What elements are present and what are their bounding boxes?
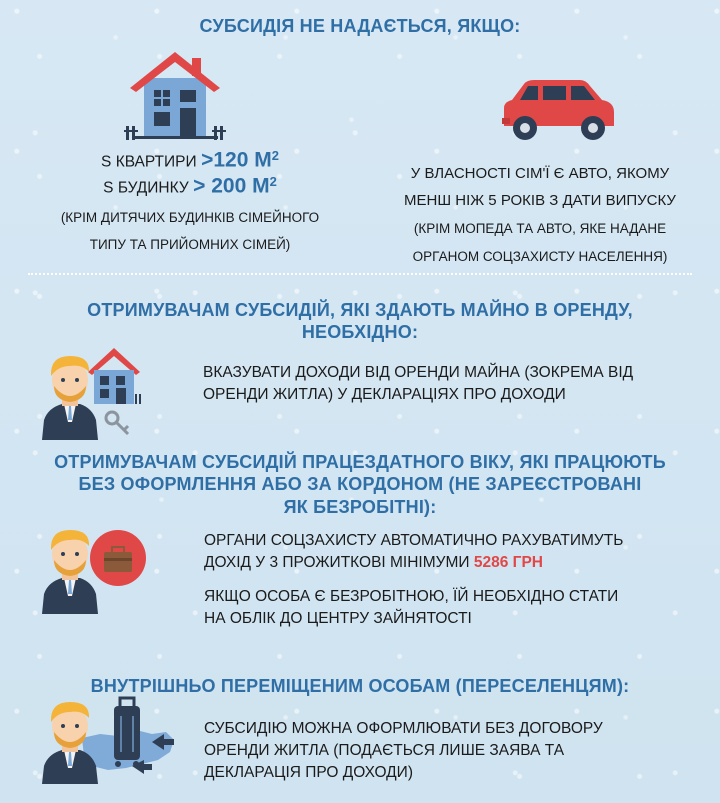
car-note-line2: ОРГАНОМ СОЦЗАХИСТУ НАСЕЛЕННЯ): [412, 249, 668, 264]
section1-heading: СУБСИДІЯ НЕ НАДАЄТЬСЯ, ЯКЩО:: [199, 16, 521, 36]
house-icon: [124, 48, 226, 144]
housing-note-line1: (КРІМ ДИТЯЧИХ БУДИНКІВ СІМЕЙНОГО: [60, 210, 320, 225]
subsistence-amount: 5286 ГРН: [473, 554, 543, 571]
car-text-line2: МЕНШ НІЖ 5 РОКІВ З ДАТИ ВИПУСКУ: [404, 192, 676, 209]
section4-text-line3: ДЕКЛАРАЦІЯ ПРО ДОХОДИ): [204, 764, 413, 781]
apartment-area: [60, 148, 320, 173]
section3-text-line2-wrap: [204, 552, 714, 574]
apartment-label: S КВАРТИРИ: [101, 153, 197, 171]
section2-heading-line2: НЕОБХІДНО:: [301, 322, 419, 342]
apartment-value: >120 М: [201, 148, 272, 172]
person-suitcase-illustration: [40, 694, 180, 784]
person-icon: [42, 356, 98, 440]
car-note-line1: (КРІМ МОПЕДА ТА АВТО, ЯКЕ НАДАНЕ: [413, 221, 667, 236]
section3-heading-line3: ЯК БЕЗРОБІТНІ):: [283, 497, 437, 517]
section3-heading-line1: ОТРИМУВАЧАМ СУБСИДІЙ ПРАЦЕЗДАТНОГО ВІКУ, ЯКІ ПРАЦЮЮТЬ: [54, 452, 666, 472]
section4-text-line2: ОРЕНДИ ЖИТЛА (ПОДАЄТЬСЯ ЛИШЕ ЗАЯВА ТА: [204, 742, 565, 759]
section-divider: [28, 273, 692, 275]
housing-note-line2: ТИПУ ТА ПРИЙОМНИХ СІМЕЙ): [89, 237, 291, 252]
briefcase-icon: [90, 530, 146, 586]
section3-text-line3: ЯКЩО ОСОБА Є БЕЗРОБІТНОЮ, ЇЙ НЕОБХІДНО СТАТИ: [204, 588, 619, 605]
section2-heading-line1: ОТРИМУВАЧАМ СУБСИДІЙ, ЯКІ ЗДАЮТЬ МАЙНО В ОРЕНДУ,: [87, 300, 633, 320]
section3-text-line2: ДОХІД У 3 ПРОЖИТКОВІ МІНІМУМИ: [204, 554, 470, 571]
house-value-sup: 2: [269, 174, 277, 189]
house-value: > 200 М: [193, 174, 270, 198]
section4-text-line1: СУБСИДІЮ МОЖНА ОФОРМЛЮВАТИ БЕЗ ДОГОВОРУ: [204, 720, 603, 737]
house-icon: [88, 348, 141, 404]
apartment-value-sup: 2: [271, 148, 279, 163]
section3-heading-line2: БЕЗ ОФОРМЛЕННЯ АБО ЗА КОРДОНОМ (НЕ ЗАРЕЄСТРОВАНІ: [78, 474, 642, 494]
car-text-line1: У ВЛАСНОСТІ СІМ'Ї Є АВТО, ЯКОМУ: [410, 165, 670, 182]
person-briefcase-illustration: [40, 518, 150, 614]
section3-text-line1: ОРГАНИ СОЦЗАХИСТУ АВТОМАТИЧНО РАХУВАТИМУТЬ: [204, 532, 624, 549]
house-area: [60, 174, 320, 199]
person-icon: [42, 530, 98, 614]
person-house-illustration: [40, 342, 144, 440]
car-icon: [498, 78, 618, 144]
section2-text-line2: ОРЕНДИ ЖИТЛА) У ДЕКЛАРАЦІЯХ ПРО ДОХОДИ: [203, 386, 566, 403]
section4-heading: ВНУТРІШНЬО ПЕРЕМІЩЕНИМ ОСОБАМ (ПЕРЕСЕЛЕНЦЯМ):: [90, 676, 630, 696]
section3-text-line4: НА ОБЛІК ДО ЦЕНТРУ ЗАЙНЯТОСТІ: [204, 610, 472, 627]
section2-text-line1: ВКАЗУВАТИ ДОХОДИ ВІД ОРЕНДИ МАЙНА (ЗОКРЕМА ВІД: [203, 364, 634, 381]
house-label: S БУДИНКУ: [103, 179, 189, 197]
key-icon: [106, 412, 128, 434]
suitcase-icon: [114, 698, 140, 767]
